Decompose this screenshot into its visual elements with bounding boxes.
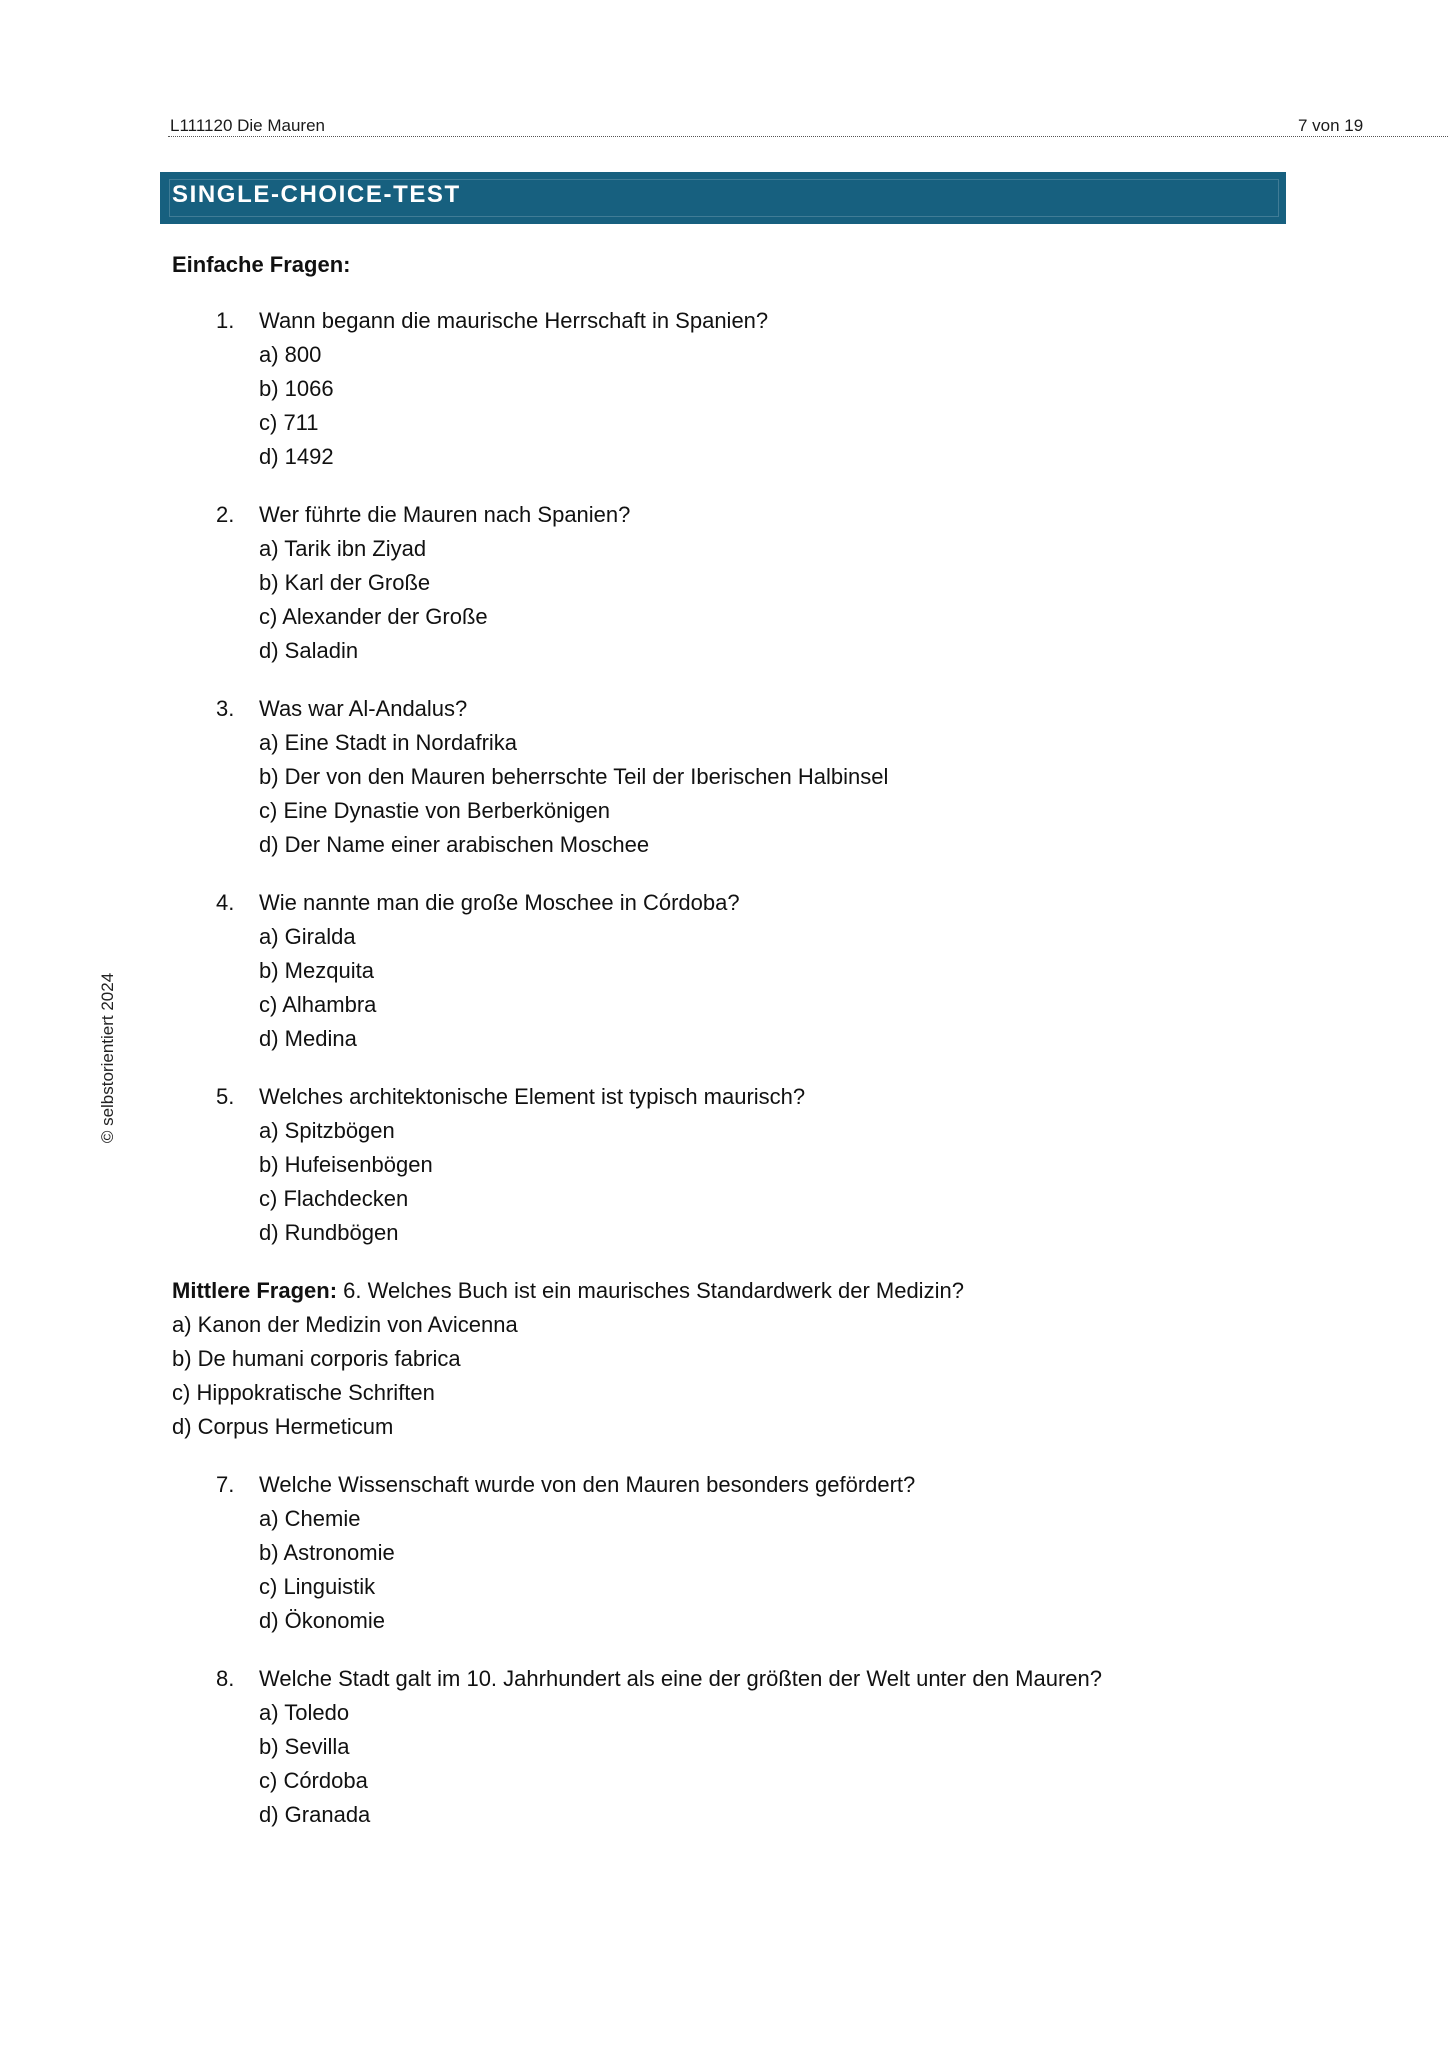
- easy-questions-list: [172, 304, 1272, 1250]
- answer-option: b) 1066: [259, 376, 334, 401]
- answer-option: c) Eine Dynastie von Berberkönigen: [259, 798, 610, 823]
- quiz-content: [172, 248, 1272, 1856]
- question-text: Welches architektonische Element ist typisch maurisch?: [259, 1084, 806, 1109]
- question-text: Wie nannte man die große Moschee in Córdoba?: [259, 890, 740, 915]
- question-item: [172, 1662, 1272, 1832]
- answer-option: c) Córdoba: [259, 1768, 368, 1793]
- question-text: Was war Al-Andalus?: [259, 696, 468, 721]
- question-line: [172, 1662, 1272, 1696]
- answer-option: d) Granada: [259, 1802, 371, 1827]
- medium-question-6: [172, 1274, 1272, 1444]
- answer-option: b) Karl der Große: [259, 570, 431, 595]
- question-number: 7.: [216, 1472, 235, 1497]
- answer-option: a) Kanon der Medizin von Avicenna: [172, 1312, 518, 1337]
- question-line: [172, 498, 1272, 532]
- question-text: Wer führte die Mauren nach Spanien?: [259, 502, 631, 527]
- copyright-note: © selbstorientiert 2024: [98, 972, 117, 1144]
- answer-option: a) Toledo: [259, 1700, 350, 1725]
- question-number: 3.: [216, 696, 235, 721]
- answer-option: a) 800: [259, 342, 322, 367]
- easy-questions-heading: Einfache Fragen:: [172, 252, 351, 277]
- question-item: [172, 692, 1272, 862]
- answer-option: c) Alexander der Große: [259, 604, 488, 629]
- answer-option: c) Alhambra: [259, 992, 377, 1017]
- question-line: [172, 886, 1272, 920]
- banner-title: SINGLE-CHOICE-TEST: [172, 181, 461, 208]
- answer-option: c) Flachdecken: [259, 1186, 409, 1211]
- question-line: [172, 1468, 1272, 1502]
- answer-option: b) Mezquita: [259, 958, 374, 983]
- answer-option: a) Tarik ibn Ziyad: [259, 536, 427, 561]
- section-banner: [160, 172, 1286, 224]
- answer-option: d) Der Name einer arabischen Moschee: [259, 832, 650, 857]
- answer-option: c) 711: [259, 410, 319, 435]
- document-title: L111120 Die Mauren: [170, 116, 325, 135]
- answer-option: d) Ökonomie: [259, 1608, 385, 1633]
- answer-option: d) Medina: [259, 1026, 357, 1051]
- answer-option: a) Giralda: [259, 924, 356, 949]
- answer-option: c) Hippokratische Schriften: [172, 1380, 435, 1405]
- page-indicator: 7 von 19: [1298, 116, 1364, 135]
- answer-option: b) Sevilla: [259, 1734, 350, 1759]
- question-item: [172, 498, 1272, 668]
- question-item: [172, 1468, 1272, 1638]
- answer-option: b) Astronomie: [259, 1540, 395, 1565]
- answer-option: d) 1492: [259, 444, 334, 469]
- answer-option: b) De humani corporis fabrica: [172, 1346, 461, 1371]
- question-number: 4.: [216, 890, 235, 915]
- question-item: [172, 886, 1272, 1056]
- question-number: 8.: [216, 1666, 235, 1691]
- question-line: [172, 692, 1272, 726]
- question-text: 6. Welches Buch ist ein maurisches Standardwerk der Medizin?: [343, 1278, 964, 1303]
- question-item: [172, 304, 1272, 474]
- question-line: [172, 304, 1272, 338]
- question-item: [172, 1080, 1272, 1250]
- medium-questions-list: [172, 1468, 1272, 1832]
- question-line: [172, 1274, 1272, 1308]
- question-text: Wann begann die maurische Herrschaft in Spanien?: [259, 308, 769, 333]
- question-line: [172, 1080, 1272, 1114]
- page-header: [168, 112, 1448, 137]
- answer-option: c) Linguistik: [259, 1574, 376, 1599]
- question-number: 2.: [216, 502, 235, 527]
- question-number: 1.: [216, 308, 235, 333]
- answer-option: d) Corpus Hermeticum: [172, 1414, 394, 1439]
- answer-option: b) Der von den Mauren beherrschte Teil der Iberischen Halbinsel: [259, 764, 889, 789]
- question-text: Welche Stadt galt im 10. Jahrhundert als eine der größten der Welt unter den Mauren?: [259, 1666, 1102, 1691]
- medium-questions-heading: Mittlere Fragen:: [172, 1278, 338, 1303]
- answer-option: b) Hufeisenbögen: [259, 1152, 433, 1177]
- question-number: 5.: [216, 1084, 235, 1109]
- answer-option: d) Saladin: [259, 638, 359, 663]
- answer-option: a) Eine Stadt in Nordafrika: [259, 730, 518, 755]
- answer-option: d) Rundbögen: [259, 1220, 399, 1245]
- question-text: Welche Wissenschaft wurde von den Mauren besonders gefördert?: [259, 1472, 916, 1497]
- answer-option: a) Spitzbögen: [259, 1118, 395, 1143]
- answer-option: a) Chemie: [259, 1506, 361, 1531]
